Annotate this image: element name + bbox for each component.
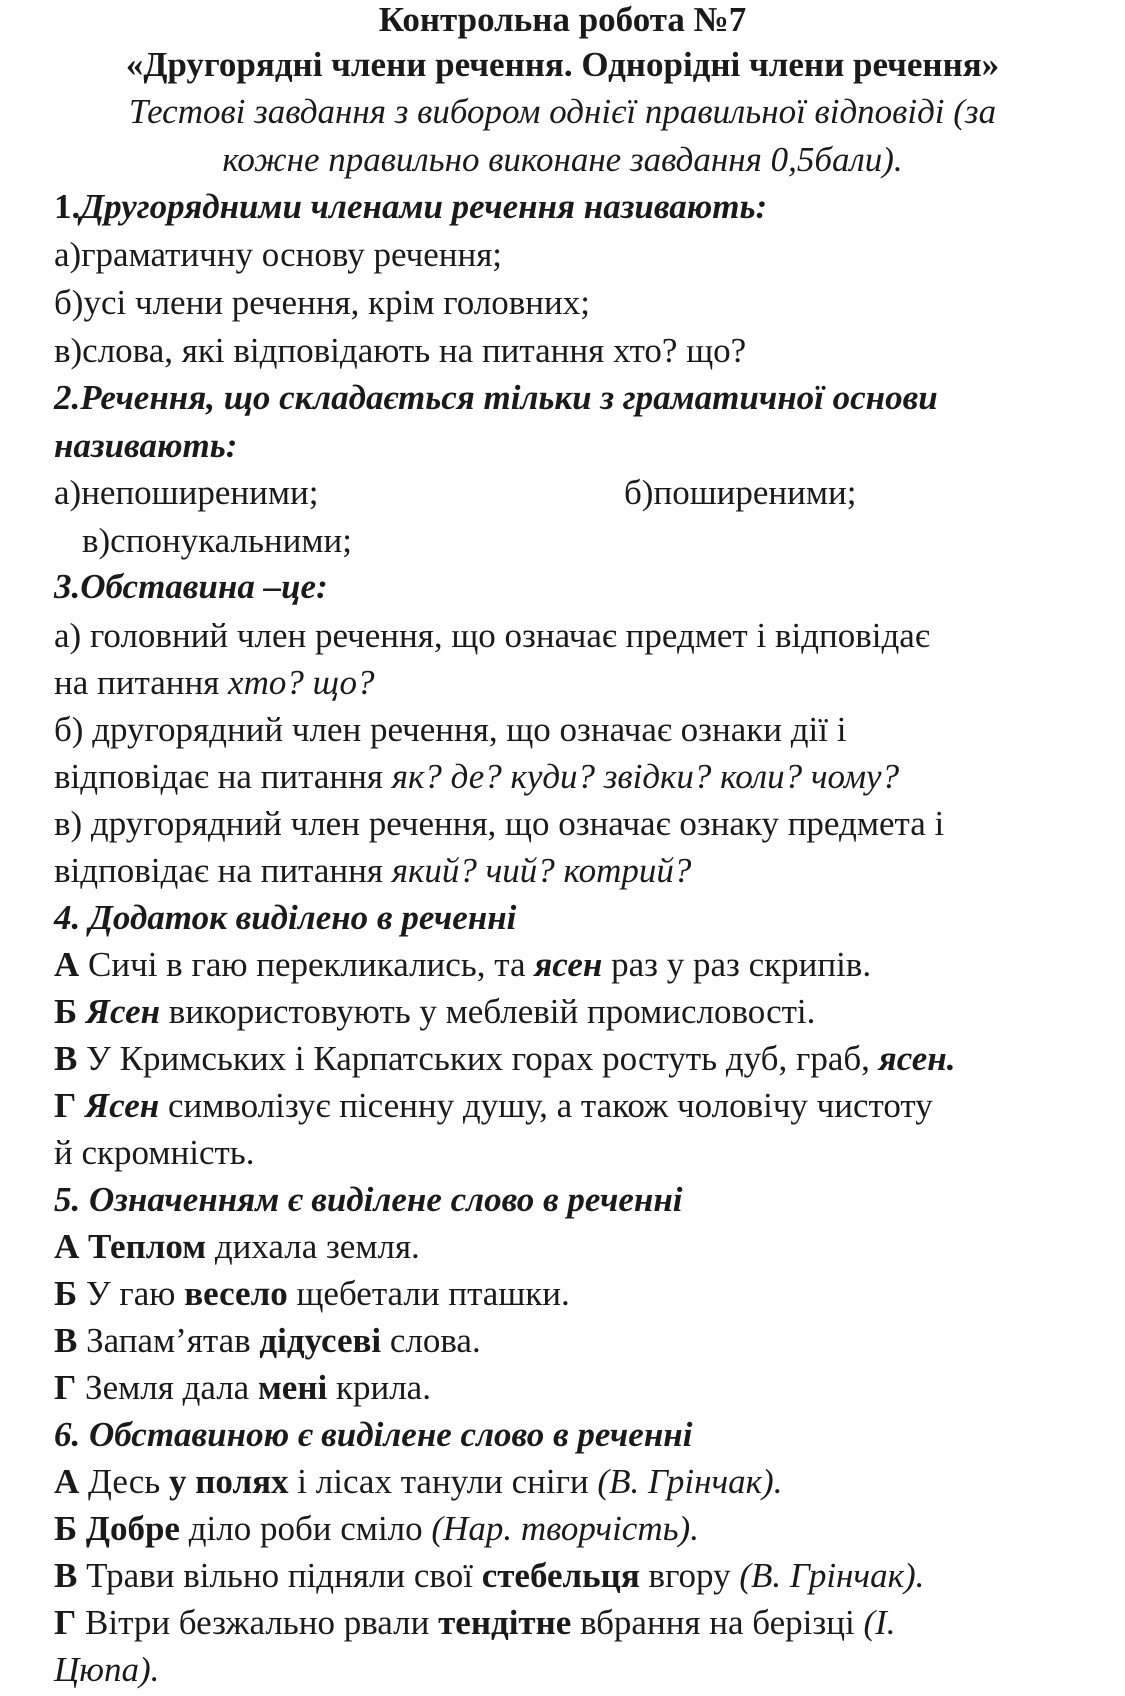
highlighted-word: Ясен	[85, 992, 161, 1031]
source-attribution: (Нар. творчість).	[431, 1509, 699, 1548]
q3-option-b-line-2	[54, 757, 899, 797]
option-letter: Г	[54, 1368, 77, 1407]
question-text: Другорядними членами речення називають:	[80, 187, 768, 226]
q5-option-b	[54, 1274, 570, 1314]
highlighted-word: ясен.	[878, 1039, 956, 1078]
highlighted-word: тендітне	[438, 1603, 572, 1642]
instructions-line-1: Тестові завдання з вибором однієї правильної відповіді (за	[128, 92, 997, 131]
q3-option-c-line-1: в) другорядний член речення, що означає ознаку предмета і	[54, 804, 945, 843]
q2-option-a: а)непоширеними;	[54, 473, 319, 512]
option-letter: В	[54, 1556, 78, 1595]
option-text: використовують у меблевій промисловості.	[160, 992, 816, 1031]
q5-option-a	[54, 1227, 420, 1267]
q3-option-a-line-1: а) головний член речення, що означає предмет і відповідає	[54, 616, 930, 655]
highlighted-word: Добре	[85, 1509, 180, 1548]
question-2-line-1: 2.Речення, що складається тільки з граматичної основи	[54, 378, 938, 417]
option-letter: А	[54, 1462, 80, 1501]
option-letter: Б	[54, 992, 78, 1031]
q3-option-b-line-1: б) другорядний член речення, що означає ознаки дії і	[54, 710, 847, 749]
option-letter: А	[54, 945, 80, 984]
option-text: Вітри безжально рвали	[76, 1603, 439, 1642]
q4-option-c	[54, 1039, 956, 1079]
option-text: У Кримських і Карпатських горах ростуть дуб, граб,	[77, 1039, 879, 1078]
question-5: 5. Означенням є виділене слово в реченні	[54, 1180, 683, 1219]
page-subtitle: «Другорядні члени речення. Однорідні члени речення»	[125, 45, 1000, 84]
option-text: раз у раз скрипів.	[602, 945, 872, 984]
question-number: 1.	[54, 187, 81, 226]
highlighted-word: мені	[257, 1368, 328, 1407]
highlighted-word: стебельця	[481, 1556, 640, 1595]
source-attribution: (В. Грінчак).	[597, 1462, 783, 1501]
q1-option-c: в)слова, які відповідають на питання хто? що?	[54, 331, 747, 370]
instructions-line-2: кожне правильно виконане завдання 0,5бали).	[222, 140, 903, 179]
source-attribution: (В. Грінчак).	[739, 1556, 925, 1595]
question-3: 3.Обставина –це:	[54, 567, 328, 606]
option-text: Трави вільно підняли свої	[77, 1556, 482, 1595]
q4-option-b	[54, 992, 815, 1032]
option-text: Земля дала	[76, 1368, 258, 1407]
option-questions: який? чий? котрий?	[391, 851, 692, 890]
option-questions: хто? що?	[228, 663, 375, 702]
question-6: 6. Обставиною є виділене слово в реченні	[54, 1415, 693, 1454]
option-text: вгору	[639, 1556, 740, 1595]
option-text: У гаю	[77, 1274, 185, 1313]
option-letter: Г	[54, 1086, 77, 1125]
q3-option-a-line-2	[54, 663, 374, 703]
source-attribution: (І.	[863, 1603, 896, 1642]
page-title: Контрольна робота №7	[378, 0, 747, 39]
highlighted-word: дідусеві	[259, 1321, 382, 1360]
q1-option-a: а)граматичну основу речення;	[54, 235, 503, 274]
option-text: відповідає на питання	[54, 757, 392, 796]
option-letter: Б	[54, 1274, 78, 1313]
option-text: вбрання на берізці	[571, 1603, 864, 1642]
option-letter: Г	[54, 1603, 77, 1642]
option-text: Десь	[79, 1462, 169, 1501]
option-text: слова.	[381, 1321, 481, 1360]
option-letter: А	[54, 1227, 80, 1266]
option-text: дихала земля.	[206, 1227, 420, 1266]
option-text: на питання	[54, 663, 229, 702]
q4-option-d	[54, 1086, 933, 1126]
highlighted-word: Теплом	[88, 1227, 207, 1266]
q2-option-c: в)спонукальними;	[82, 521, 352, 560]
option-text: відповідає на питання	[54, 851, 392, 890]
option-text: Запам’ятав	[77, 1321, 260, 1360]
highlighted-word: ясен	[534, 945, 603, 984]
option-letter: Б	[54, 1509, 78, 1548]
q6-option-a	[54, 1462, 782, 1502]
option-questions: як? де? куди? звідки? коли? чому?	[391, 757, 900, 796]
question-1	[54, 187, 767, 227]
highlighted-word: Ясен	[85, 1086, 160, 1125]
q6-option-c	[54, 1556, 924, 1596]
q4-option-d-line-2: й скромність.	[54, 1133, 255, 1172]
option-letter: В	[54, 1321, 78, 1360]
q5-option-d	[54, 1368, 431, 1408]
q5-option-c	[54, 1321, 481, 1361]
option-text: Сичі в гаю перекликались, та	[79, 945, 535, 984]
option-text: діло роби сміло	[179, 1509, 432, 1548]
q2-option-b: б)поширеними;	[624, 473, 857, 512]
option-text: крила.	[327, 1368, 431, 1407]
option-text: щебетали пташки.	[287, 1274, 570, 1313]
option-letter: В	[54, 1039, 78, 1078]
option-text: символізує пісенну душу, а також чоловічу чистоту	[159, 1086, 933, 1125]
q3-option-c-line-2	[54, 851, 691, 891]
q4-option-a	[54, 945, 871, 985]
q1-option-b: б)усі члени речення, крім головних;	[54, 283, 590, 322]
question-2-line-2: називають:	[54, 426, 238, 465]
highlighted-word: весело	[184, 1274, 288, 1313]
q6-option-d	[54, 1603, 896, 1643]
highlighted-word: у полях	[169, 1462, 289, 1501]
q6-option-b	[54, 1509, 699, 1549]
option-text: і лісах танули сніги	[288, 1462, 598, 1501]
question-4: 4. Додаток виділено в реченні	[54, 898, 517, 937]
q6-option-d-line-2: Цюпа).	[54, 1650, 160, 1689]
